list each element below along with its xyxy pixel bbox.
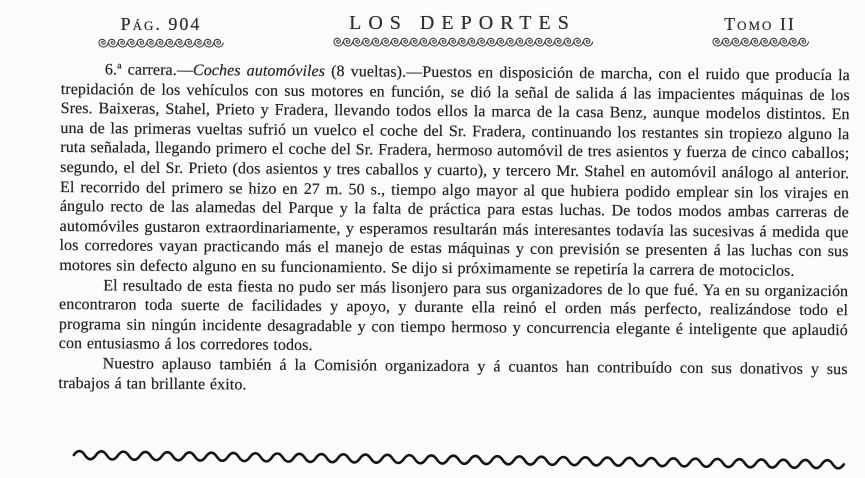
hand-drawn-divider: [72, 444, 856, 474]
spiral-scroll-ornament-row: [333, 36, 593, 48]
article-body: [58, 60, 850, 399]
article-paragraph-2: El resultado de esta fiesta no pudo ser más lisonjero para sus organizadores de lo que fué. Ya en su organización encontraron toda suerte de facilidades y apoyo, y durante ella reinó el orden más perfecto, realizándose todo el programa sin ningún incidente desagradable y con tiempo hermoso y concurrencia elegante é inteligente que aplaudió con entusiasmo á los corredores todos.: [58, 276, 849, 355]
journal-title: LOS DEPORTES: [349, 12, 576, 34]
race-title-italic: Coches automóviles: [192, 62, 326, 81]
race-heading: 6.ª carrera.—: [104, 61, 194, 80]
journal-title-block: [330, 12, 595, 48]
paragraph-text: (8 vueltas).—Puestos en disposición de marcha, con el ruido que producía la trepidación de los vehículos con sus motores en función, se dió la señal de salida á las impacientes máquinas de los Sres. Baixeras, Stahel, Prieto y Fradera, llevando todos ellos la marca de la casa Benz, aunque modelos distintos. En una de las primeras vueltas sufrió un vuelco el coche del Sr. Fradera, continuando los restantes sin tropiezo alguno la ruta señalada, llegando primero el coche del Sr. Fradera, hermoso automóvil de tres asientos y fuerza de cinco caballos; segundo, el del Sr. Prieto (dos asientos y tres caballos y cuarto), y tercero Mr. Stahel en automóvil análogo al anterior. El recorrido del primero se hizo en 27 m. 50 s., tiempo algo mayor al que hubiera podido emplear sin los virajes en ángulo recto de las alamedas del Parque y la falta de práctica para estas luchas. De todos modos ambas carreras de automóviles gustaron extraordinariamente, y esperamos resultarán más interesantes todavía las sucesivas á medida que los corredores vayan practicando más el manejo de estas máquinas y con previsión se presenten á las luchas con sus motores sin defecto alguno en su funcionamiento. Se dijo si próximamente se repetiría la carrera de motociclos.: [59, 63, 850, 280]
article-paragraph-3: Nuestro aplauso también á la Comisión organizadora y á cuantos han contribuído con sus donativos y sus trabajos á tan brillante éxito.: [58, 355, 848, 393]
page-number-block: [96, 14, 226, 49]
spiral-scroll-ornament-row: [712, 36, 809, 48]
page-header: [0, 12, 865, 60]
volume-label-block: [700, 14, 820, 48]
spiral-scroll-ornament-row: [98, 37, 224, 49]
page-number: Pág. 904: [120, 14, 202, 34]
volume-label: Tomo II: [724, 14, 796, 34]
article-paragraph-1: [59, 60, 850, 282]
